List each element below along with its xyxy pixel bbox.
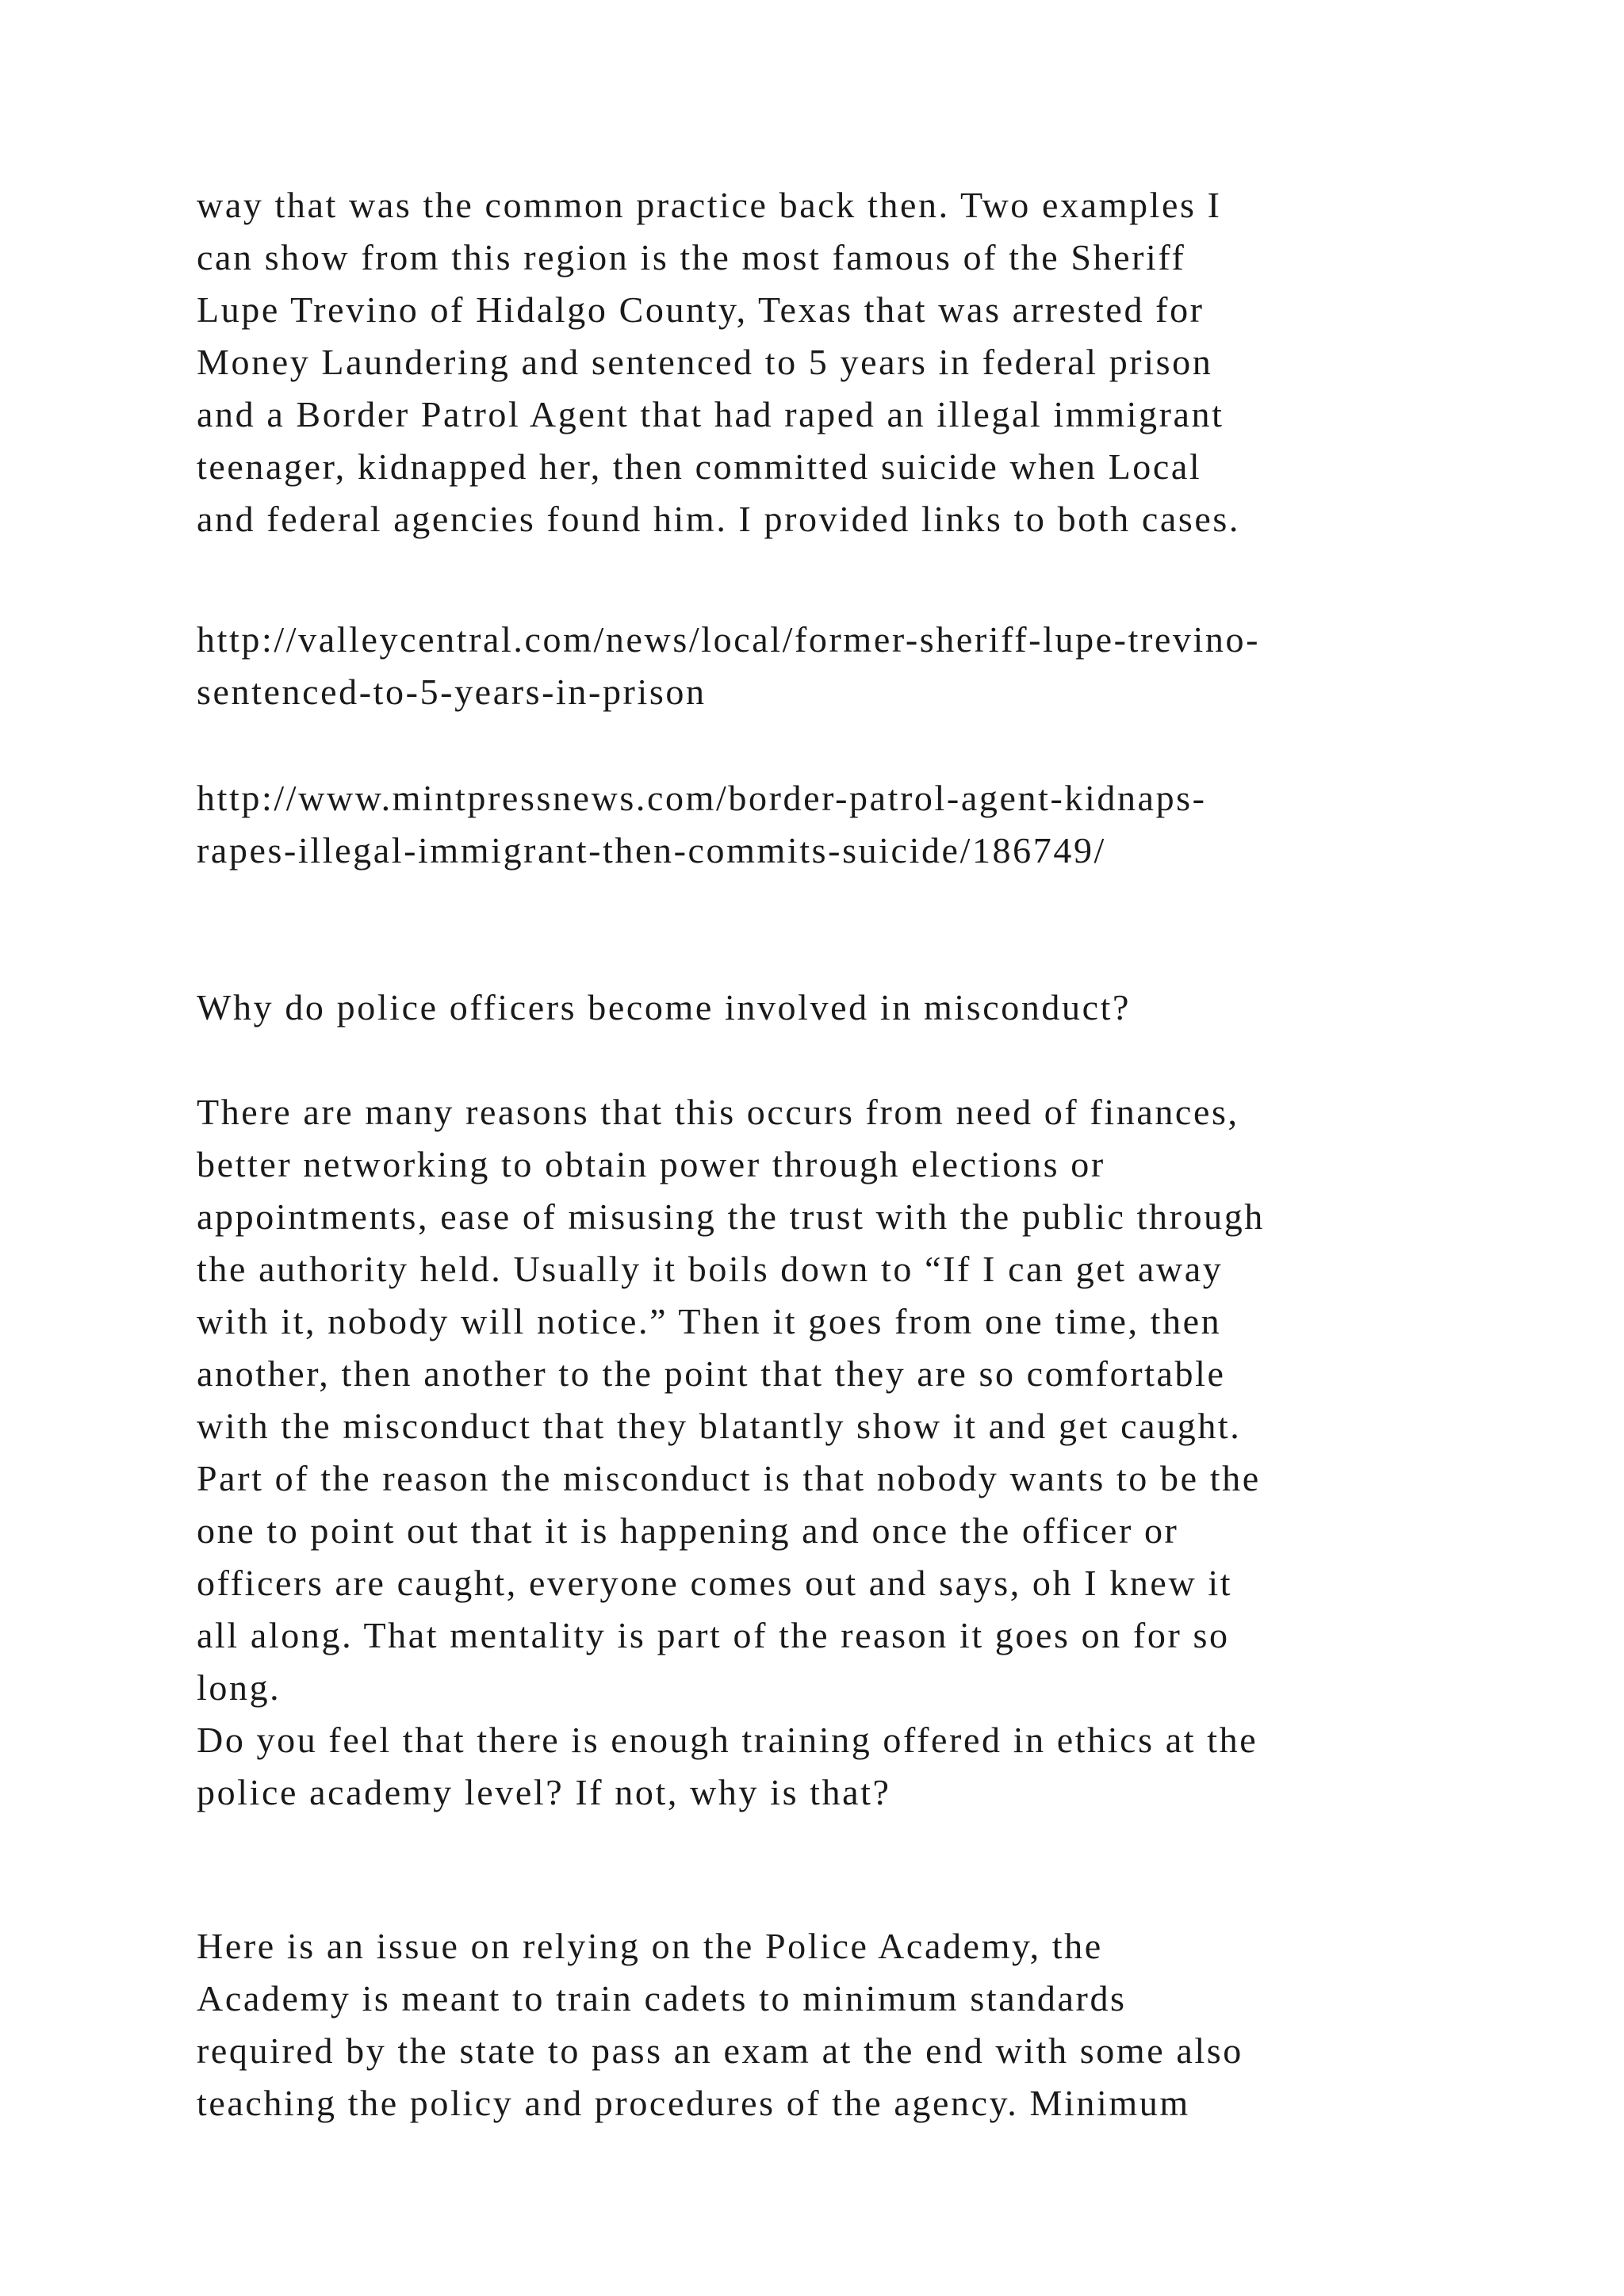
text-line: way that was the common practice back then. Two examples I: [197, 185, 1222, 225]
text-line: and a Border Patrol Agent that had raped an illegal immigrant: [197, 394, 1224, 434]
text-line: long.: [197, 1667, 282, 1708]
text-line: Lupe Trevino of Hidalgo County, Texas that was arrested for: [197, 289, 1205, 330]
text-line: one to point out that it is happening and once the officer or: [197, 1510, 1179, 1551]
text-line: better networking to obtain power through elections or: [197, 1144, 1105, 1184]
text-line: sentenced-to-5-years-in-prison: [197, 672, 707, 712]
text-line: and federal agencies found him. I provided links to both cases.: [197, 499, 1241, 539]
text-line: officers are caught, everyone comes out and says, oh I knew it: [197, 1563, 1233, 1603]
text-line: another, then another to the point that they are so comfortable: [197, 1353, 1226, 1394]
text-line: http://www.mintpressnews.com/border-patrol-agent-kidnaps-: [197, 778, 1207, 818]
text-line: with it, nobody will notice.” Then it goes from one time, then: [197, 1301, 1222, 1341]
text-line: There are many reasons that this occurs from need of finances,: [197, 1092, 1239, 1132]
paragraph-sheriff-examples: [197, 179, 1505, 545]
text-line: with the misconduct that they blatantly show it and get caught.: [197, 1406, 1242, 1446]
text-line: can show from this region is the most famous of the Sheriff: [197, 237, 1186, 277]
question-misconduct: [197, 982, 1505, 1034]
text-line: Here is an issue on relying on the Police Academy, the: [197, 1926, 1103, 1966]
text-line: Academy is meant to train cadets to minimum standards: [197, 1978, 1127, 2019]
text-line: appointments, ease of misusing the trust with the public through: [197, 1196, 1265, 1237]
text-line: rapes-illegal-immigrant-then-commits-suicide/186749/: [197, 830, 1106, 871]
text-line: police academy level? If not, why is that?: [197, 1772, 891, 1812]
text-line: http://valleycentral.com/news/local/former-sheriff-lupe-trevino-: [197, 619, 1261, 660]
text-line: Why do police officers become involved in misconduct?: [197, 987, 1132, 1027]
text-line: all along. That mentality is part of the reason it goes on for so: [197, 1615, 1230, 1655]
paragraph-police-academy: [197, 1920, 1505, 2130]
text-line: teenager, kidnapped her, then committed suicide when Local: [197, 446, 1202, 487]
text-line: Money Laundering and sentenced to 5 years in federal prison: [197, 342, 1213, 382]
link-mintpressnews: [197, 772, 1505, 877]
paragraph-misconduct-reasons: [197, 1086, 1505, 1819]
text-line: Do you feel that there is enough training offered in ethics at the: [197, 1720, 1258, 1760]
text-line: teaching the policy and procedures of the agency. Minimum: [197, 2083, 1190, 2123]
text-line: required by the state to pass an exam at the end with some also: [197, 2030, 1243, 2071]
text-line: Part of the reason the misconduct is that nobody wants to be the: [197, 1458, 1261, 1498]
link-valleycentral: [197, 614, 1505, 718]
text-line: the authority held. Usually it boils down to “If I can get away: [197, 1249, 1224, 1289]
